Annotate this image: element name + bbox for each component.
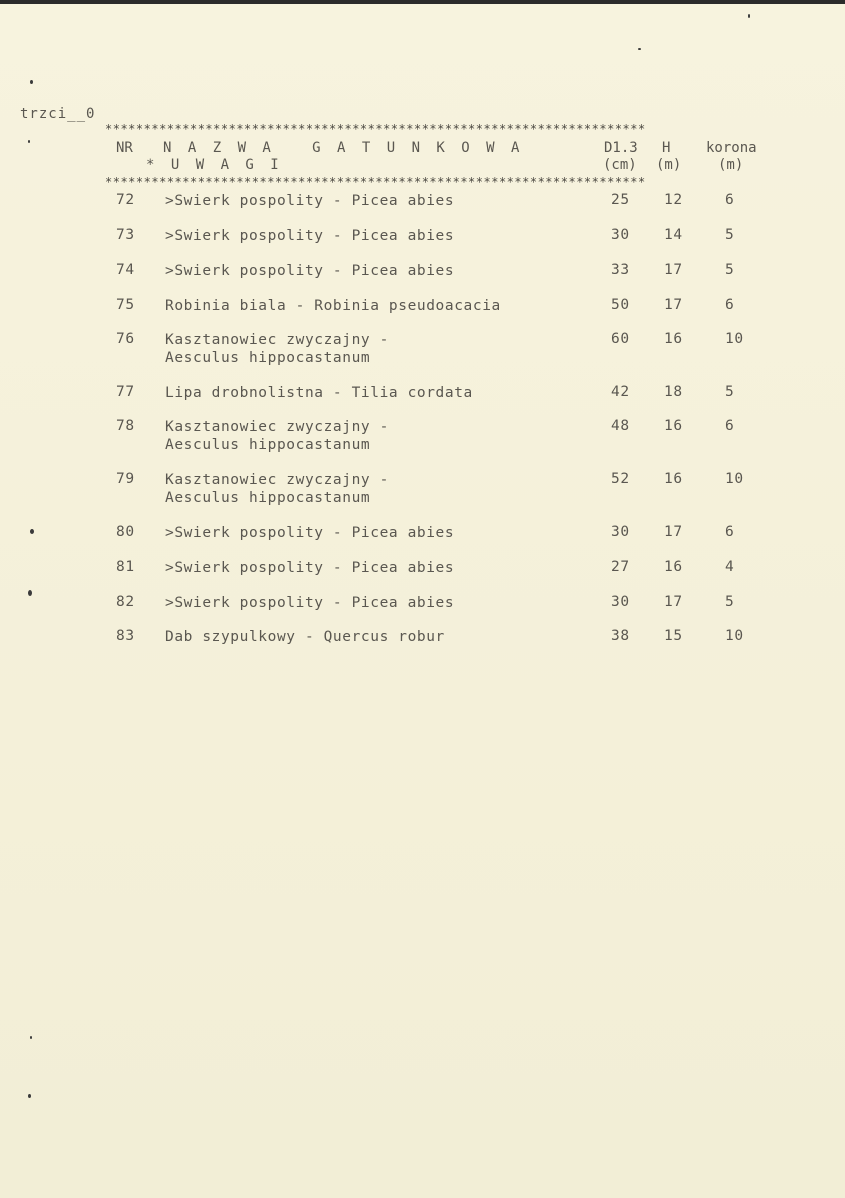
cell-species-name: >Swierk pospolity - Picea abies (165, 595, 455, 611)
cell-d13: 33 (611, 262, 630, 278)
cell-d13: 38 (611, 628, 630, 644)
cell-korona: 10 (725, 331, 744, 347)
cell-species-name: >Swierk pospolity - Picea abies (165, 560, 455, 576)
cell-h: 16 (664, 471, 683, 487)
scan-speck (28, 590, 32, 596)
cell-species-name: Kasztanowiec zwyczajny - (165, 332, 389, 348)
cell-nr: 74 (116, 262, 135, 278)
cell-h: 18 (664, 384, 683, 400)
cell-species-name: >Swierk pospolity - Picea abies (165, 263, 455, 279)
cell-korona: 6 (725, 297, 735, 313)
cell-species-name-line2: Aesculus hippocastanum (165, 490, 371, 506)
column-header-nr: NR (116, 140, 133, 156)
column-header-h-unit: (m) (656, 157, 682, 173)
cell-h: 17 (664, 297, 683, 313)
cell-nr: 76 (116, 331, 135, 347)
cell-nr: 80 (116, 524, 135, 540)
cell-korona: 5 (725, 262, 735, 278)
cell-nr: 75 (116, 297, 135, 313)
cell-species-name: >Swierk pospolity - Picea abies (165, 228, 455, 244)
cell-d13: 30 (611, 227, 630, 243)
separator-stars-top: ********************************************************************** (105, 123, 646, 135)
cell-nr: 78 (116, 418, 135, 434)
column-header-name: N A Z W A G A T U N K O W A (163, 140, 524, 156)
cell-h: 16 (664, 331, 683, 347)
scan-speck (30, 1036, 32, 1039)
cell-nr: 79 (116, 471, 135, 487)
cell-korona: 10 (725, 471, 744, 487)
cell-d13: 52 (611, 471, 630, 487)
cell-h: 12 (664, 192, 683, 208)
cell-d13: 42 (611, 384, 630, 400)
cell-species-name: Robinia biala - Robinia pseudoacacia (165, 298, 501, 314)
cell-species-name: >Swierk pospolity - Picea abies (165, 525, 455, 541)
column-header-d13-unit: (cm) (603, 157, 637, 173)
cell-h: 16 (664, 559, 683, 575)
cell-korona: 6 (725, 192, 735, 208)
cell-species-name: Dab szypulkowy - Quercus robur (165, 629, 445, 645)
cell-korona: 5 (725, 594, 735, 610)
cell-species-name: Kasztanowiec zwyczajny - (165, 419, 389, 435)
cell-d13: 25 (611, 192, 630, 208)
cell-nr: 83 (116, 628, 135, 644)
cell-d13: 30 (611, 594, 630, 610)
cell-h: 17 (664, 594, 683, 610)
document-header-label: trzci__0 (20, 106, 96, 122)
cell-species-name: Kasztanowiec zwyczajny - (165, 472, 389, 488)
scan-speck (28, 140, 30, 143)
cell-korona: 5 (725, 384, 735, 400)
cell-nr: 82 (116, 594, 135, 610)
cell-korona: 5 (725, 227, 735, 243)
column-header-d13: D1.3 (604, 140, 638, 156)
scan-speck (638, 48, 641, 50)
cell-d13: 48 (611, 418, 630, 434)
cell-species-name-line2: Aesculus hippocastanum (165, 350, 371, 366)
scan-speck (28, 1094, 31, 1098)
cell-nr: 81 (116, 559, 135, 575)
column-header-h: H (662, 140, 671, 156)
cell-d13: 60 (611, 331, 630, 347)
cell-h: 16 (664, 418, 683, 434)
cell-nr: 73 (116, 227, 135, 243)
cell-species-name-line2: Aesculus hippocastanum (165, 437, 371, 453)
cell-species-name: >Swierk pospolity - Picea abies (165, 193, 455, 209)
cell-korona: 10 (725, 628, 744, 644)
scan-speck (30, 80, 33, 84)
cell-species-name: Lipa drobnolistna - Tilia cordata (165, 385, 473, 401)
cell-nr: 72 (116, 192, 135, 208)
column-header-remarks: * U W A G I (146, 157, 283, 173)
cell-d13: 50 (611, 297, 630, 313)
cell-d13: 30 (611, 524, 630, 540)
cell-korona: 6 (725, 418, 735, 434)
cell-h: 15 (664, 628, 683, 644)
scan-top-edge (0, 0, 845, 4)
column-header-korona-unit: (m) (718, 157, 744, 173)
cell-d13: 27 (611, 559, 630, 575)
scan-speck (30, 529, 34, 534)
cell-h: 17 (664, 524, 683, 540)
cell-h: 14 (664, 227, 683, 243)
cell-korona: 6 (725, 524, 735, 540)
separator-stars-bottom: ********************************************************************** (105, 176, 646, 188)
cell-nr: 77 (116, 384, 135, 400)
column-header-korona: korona (706, 140, 757, 156)
scan-speck (748, 14, 750, 18)
cell-h: 17 (664, 262, 683, 278)
cell-korona: 4 (725, 559, 735, 575)
